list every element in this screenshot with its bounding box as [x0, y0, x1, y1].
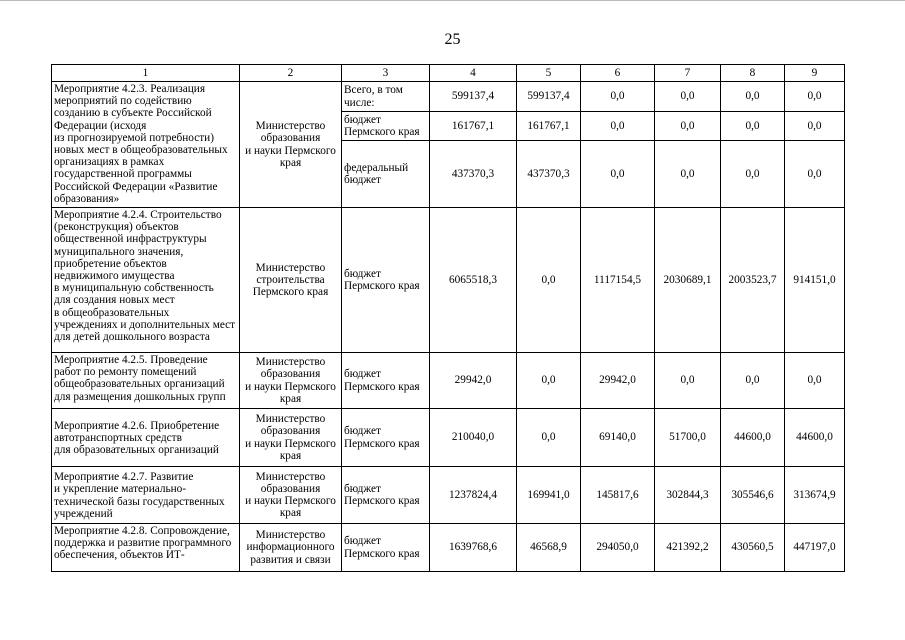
value-cell: 161767,1 [430, 112, 517, 141]
value-cell: 0,0 [581, 141, 655, 208]
value-cell: 0,0 [655, 82, 721, 112]
value-cell: 599137,4 [517, 82, 581, 112]
funding-source: бюджет Пермского края [342, 353, 430, 409]
value-cell: 44600,0 [721, 409, 785, 467]
table-row [52, 208, 845, 353]
executor: Министерство информационного развития и связи [240, 524, 342, 572]
executor: Министерство образования и науки Пермского края [240, 353, 342, 409]
value-cell: 0,0 [721, 82, 785, 112]
value-cell: 0,0 [785, 353, 845, 409]
value-cell: 169941,0 [517, 467, 581, 524]
value-cell: 599137,4 [430, 82, 517, 112]
value-cell: 161767,1 [517, 112, 581, 141]
value-cell: 0,0 [785, 82, 845, 112]
value-cell: 1639768,6 [430, 524, 517, 572]
table-row [52, 82, 845, 112]
value-cell: 437370,3 [517, 141, 581, 208]
value-cell: 0,0 [785, 112, 845, 141]
header-cell: 2 [240, 65, 342, 82]
value-cell: 0,0 [721, 353, 785, 409]
scan-top-edge [0, 0, 905, 1]
value-cell: 313674,9 [785, 467, 845, 524]
value-cell: 294050,0 [581, 524, 655, 572]
header-cell: 1 [52, 65, 240, 82]
value-cell: 29942,0 [430, 353, 517, 409]
measure-description: Мероприятие 4.2.3. Реализация мероприятий по содействию созданию в субъекте Российской Федерации (исходя из прогнозируемой потребности) новых мест в общеобразовательных организациях в рамках государственной программы Российской Федерации «Развитие образования» [52, 82, 240, 208]
executor: Министерство образования и науки Пермского края [240, 467, 342, 524]
value-cell: 0,0 [517, 353, 581, 409]
table-row [52, 467, 845, 524]
value-cell: 145817,6 [581, 467, 655, 524]
value-cell: 0,0 [721, 141, 785, 208]
value-cell: 69140,0 [581, 409, 655, 467]
value-cell: 437370,3 [430, 141, 517, 208]
header-cell: 8 [721, 65, 785, 82]
value-cell: 6065518,3 [430, 208, 517, 353]
funding-source: бюджет Пермского края [342, 467, 430, 524]
header-cell: 5 [517, 65, 581, 82]
value-cell: 1237824,4 [430, 467, 517, 524]
measure-description: Мероприятие 4.2.6. Приобретение автотранспортных средств для образовательных организаций [52, 409, 240, 467]
value-cell: 0,0 [655, 141, 721, 208]
value-cell: 302844,3 [655, 467, 721, 524]
funding-source: бюджет Пермского края [342, 409, 430, 467]
table-row [52, 524, 845, 572]
measure-description: Мероприятие 4.2.5. Проведение работ по ремонту помещений общеобразовательных организаций для размещения дошкольных групп [52, 353, 240, 409]
measure-description: Мероприятие 4.2.4. Строительство (реконструкция) объектов общественной инфраструктуры муниципального значения, приобретение объектов недвижимого имущества в муниципальную собственность для создания новых мест в общеобразовательных учреждениях и дополнительных мест для детей дошкольного возраста [52, 208, 240, 353]
value-cell: 0,0 [581, 112, 655, 141]
measure-description: Мероприятие 4.2.7. Развитие и укрепление материально- технической базы государственных учреждений [52, 467, 240, 524]
value-cell: 0,0 [655, 112, 721, 141]
table-row [52, 353, 845, 409]
header-cell: 3 [342, 65, 430, 82]
value-cell: 2003523,7 [721, 208, 785, 353]
funding-source: Всего, в том числе: [342, 82, 430, 112]
value-cell: 421392,2 [655, 524, 721, 572]
funding-source: бюджет Пермского края [342, 524, 430, 572]
value-cell: 0,0 [517, 409, 581, 467]
table-header-row [52, 65, 845, 82]
header-cell: 4 [430, 65, 517, 82]
budget-table [51, 64, 845, 572]
value-cell: 51700,0 [655, 409, 721, 467]
value-cell: 914151,0 [785, 208, 845, 353]
funding-source: бюджет Пермского края [342, 208, 430, 353]
value-cell: 210040,0 [430, 409, 517, 467]
value-cell: 0,0 [655, 353, 721, 409]
value-cell: 430560,5 [721, 524, 785, 572]
value-cell: 305546,6 [721, 467, 785, 524]
value-cell: 0,0 [721, 112, 785, 141]
header-cell: 7 [655, 65, 721, 82]
page-number: 25 [444, 31, 461, 48]
measure-description: Мероприятие 4.2.8. Сопровождение, поддержка и развитие программного обеспечения, объектов ИТ- [52, 524, 240, 572]
value-cell: 0,0 [517, 208, 581, 353]
executor: Министерство образования и науки Пермского края [240, 409, 342, 467]
header-cell: 6 [581, 65, 655, 82]
executor: Министерство образования и науки Пермского края [240, 82, 342, 208]
header-cell: 9 [785, 65, 845, 82]
value-cell: 29942,0 [581, 353, 655, 409]
value-cell: 2030689,1 [655, 208, 721, 353]
funding-source: бюджет Пермского края [342, 112, 430, 141]
value-cell: 0,0 [581, 82, 655, 112]
executor: Министерство строительства Пермского края [240, 208, 342, 353]
table-row [52, 409, 845, 467]
value-cell: 1117154,5 [581, 208, 655, 353]
funding-source: федеральный бюджет [342, 141, 430, 208]
value-cell: 46568,9 [517, 524, 581, 572]
value-cell: 0,0 [785, 141, 845, 208]
value-cell: 44600,0 [785, 409, 845, 467]
value-cell: 447197,0 [785, 524, 845, 572]
